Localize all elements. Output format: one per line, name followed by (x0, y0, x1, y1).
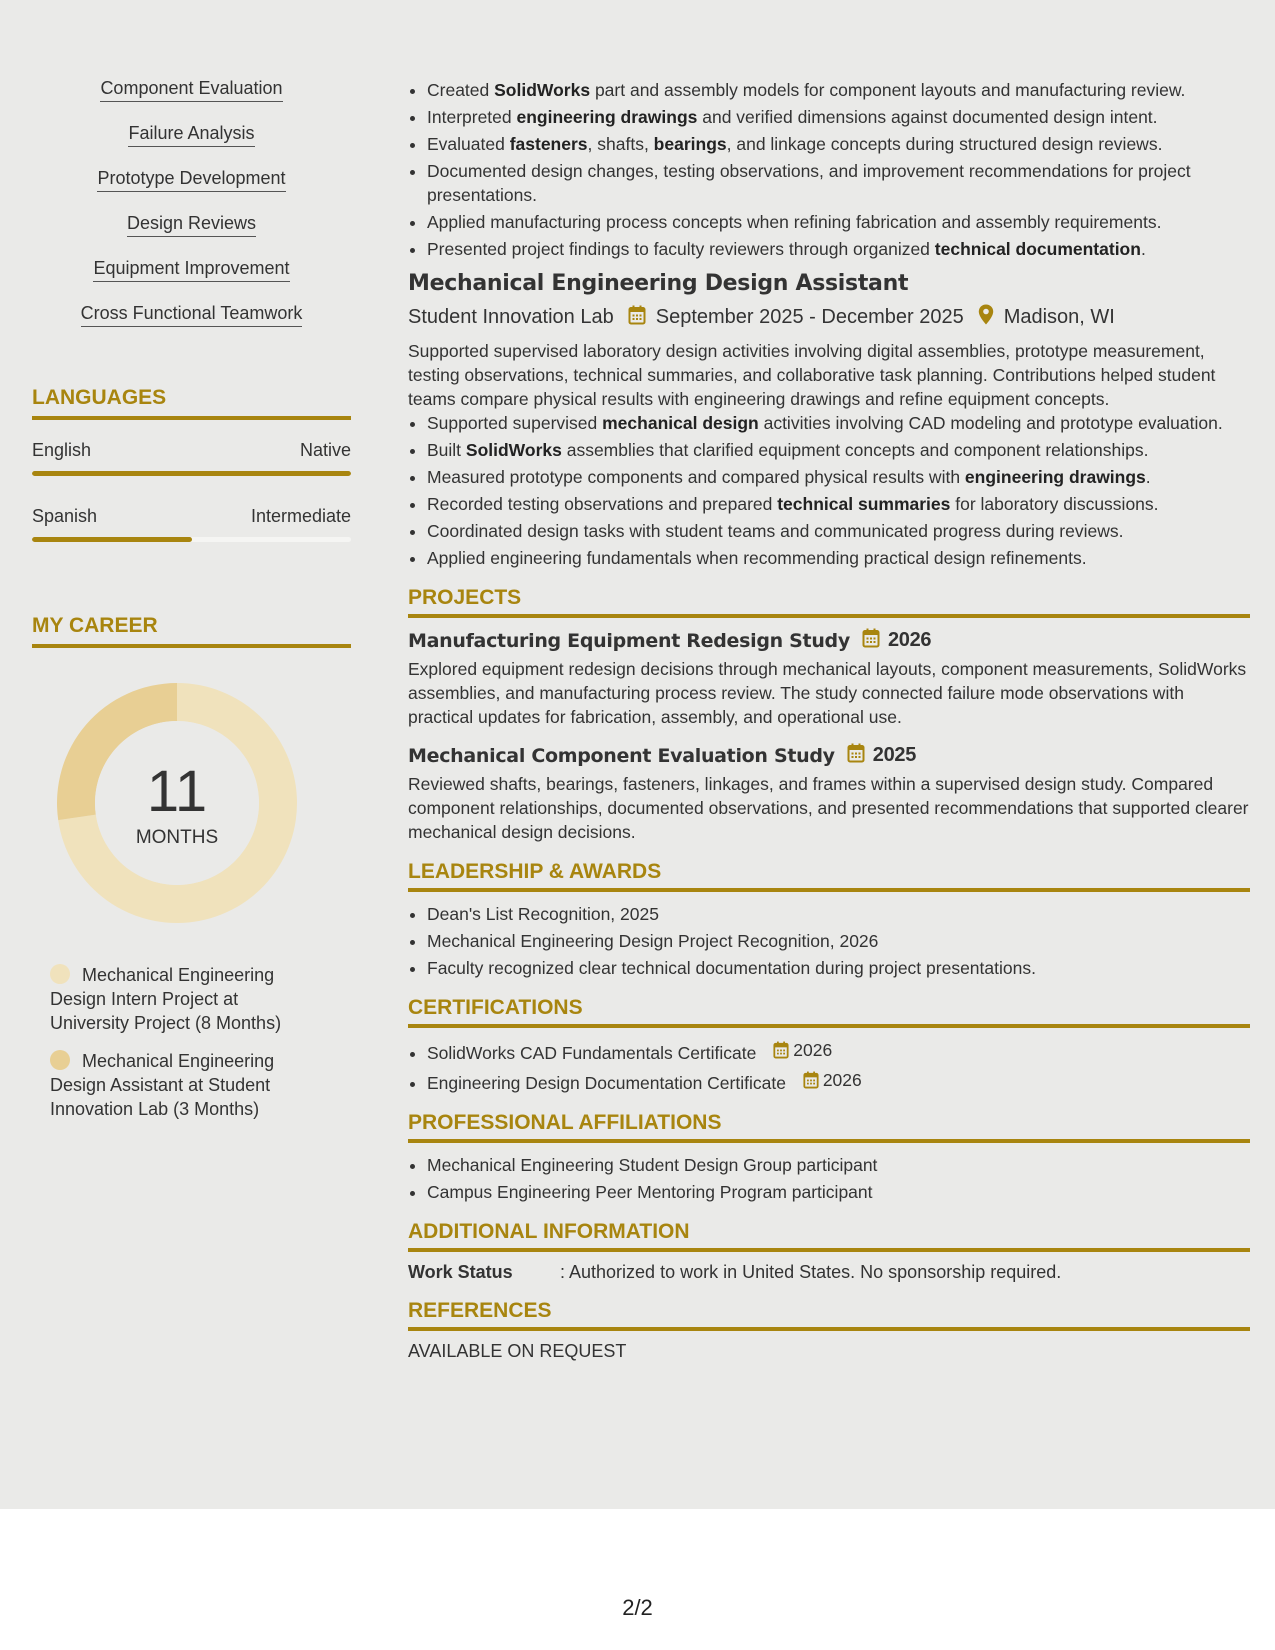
language-bar-fill (32, 537, 192, 542)
skill-item: Component Evaluation (100, 78, 282, 102)
job-title: Mechanical Engineering Design Assistant (408, 271, 909, 296)
list-item: • Evaluated fasteners, shafts, bearings, and linkage concepts during structured design reviews. (427, 132, 1250, 156)
job-meta (408, 304, 1250, 331)
skill-item: Equipment Improvement (93, 258, 289, 282)
bold-keyword: technical documentation (934, 239, 1141, 259)
language-level: Intermediate (250, 506, 351, 526)
list-item: • Built SolidWorks assemblies that clarified equipment concepts and component relationships. (427, 438, 1250, 462)
bold-keyword: technical summaries (777, 494, 951, 514)
job-location: Madison, WI (1003, 306, 1115, 328)
certifications-heading: CERTIFICATIONS (408, 996, 1250, 1028)
main-content (408, 78, 1250, 1362)
project-year: 2026 (887, 629, 932, 651)
certification-item (427, 1068, 1250, 1095)
list-item: • Measured prototype components and compared physical results with engineering drawings. (427, 465, 1250, 489)
career-unit: MONTHS (135, 827, 219, 848)
career-legend-item (50, 963, 300, 1035)
certification-year: 2026 (822, 1070, 862, 1090)
languages-heading: LANGUAGES (32, 386, 351, 420)
skills-list (32, 78, 351, 348)
career-legend-label: Mechanical Engineering Design Assistant at Student Innovation Lab (3 Months) (50, 1051, 275, 1119)
project-title-row (408, 743, 1250, 768)
career-legend-item (50, 1049, 300, 1121)
project-year: 2025 (872, 744, 917, 766)
career-donut (57, 683, 297, 923)
language-bar (32, 537, 351, 542)
references-heading: REFERENCES (408, 1299, 1250, 1331)
calendar-icon (862, 628, 880, 653)
job-dates: September 2025 - December 2025 (655, 306, 964, 328)
certification-item (427, 1038, 1250, 1065)
list-item: • Dean's List Recognition, 2025 (427, 902, 1250, 926)
bold-keyword: SolidWorks (494, 80, 591, 100)
calendar-icon (773, 1041, 789, 1059)
career-legend-label: Mechanical Engineering Design Intern Project at University Project (8 Months) (50, 965, 282, 1033)
list-item: • Presented project findings to faculty reviewers through organized technical documentation. (427, 237, 1250, 261)
list-item: • Documented design changes, testing observations, and improvement recommendations for project presentations. (427, 159, 1250, 207)
project-title-row (408, 628, 1250, 653)
language-name: English (32, 440, 92, 460)
list-item: • Recorded testing observations and prepared technical summaries for laboratory discussions. (427, 492, 1250, 516)
language-level: Native (299, 440, 351, 460)
calendar-icon (847, 743, 865, 768)
project-item (408, 628, 1250, 729)
work-status (408, 1262, 1250, 1283)
affiliations-list (408, 1153, 1250, 1204)
additional-info-heading: ADDITIONAL INFORMATION (408, 1220, 1250, 1252)
location-pin-icon (978, 304, 994, 331)
project-description: Reviewed shafts, bearings, fasteners, linkages, and frames within a supervised design study. Compared component relationships, documented observations, and presented recommendations that supported clearer mechanical design decisions. (408, 774, 1249, 842)
list-item: • Interpreted engineering drawings and verified dimensions against documented design intent. (427, 105, 1250, 129)
legend-dot (50, 1050, 70, 1070)
language-bar (32, 471, 351, 476)
work-status-label: Work Status (408, 1262, 513, 1282)
job-summary: Supported supervised laboratory design activities involving digital assemblies, prototype measurement, testing observations, technical summaries, and collaborative task planning. Contributions helped student teams compare physical results with engineering drawings and refine equipment concepts. (408, 341, 1216, 409)
certification-name: SolidWorks CAD Fundamentals Certificate (427, 1043, 757, 1063)
certifications-list (408, 1038, 1250, 1095)
project-title: Mechanical Component Evaluation Study (408, 744, 835, 767)
list-item: • Created SolidWorks part and assembly models for component layouts and manufacturing review. (427, 78, 1250, 102)
career-total: 11 (146, 759, 208, 824)
list-item: • Campus Engineering Peer Mentoring Program participant (427, 1180, 1250, 1204)
skill-item: Failure Analysis (128, 123, 254, 147)
certification-date (803, 1068, 862, 1092)
bold-keyword: bearings (653, 134, 727, 154)
project-description: Explored equipment redesign decisions through mechanical layouts, component measurements, SolidWorks assemblies, and manufacturing process review. The study connected failure mode observations with practical updates for fabrication, assembly, and operational use. (408, 659, 1247, 727)
list-item: • Supported supervised mechanical design activities involving CAD modeling and prototype evaluation. (427, 411, 1250, 435)
project-item (408, 743, 1250, 844)
list-item: • Applied engineering fundamentals when recommending practical design refinements. (427, 546, 1250, 570)
certification-year: 2026 (793, 1040, 833, 1060)
experience-bullets (408, 411, 1250, 570)
list-item: • Mechanical Engineering Student Design Group participant (427, 1153, 1250, 1177)
leadership-heading: LEADERSHIP & AWARDS (408, 860, 1250, 892)
certification-name: Engineering Design Documentation Certificate (427, 1073, 786, 1093)
work-status-value: : Authorized to work in United States. No sponsorship required. (560, 1262, 1062, 1282)
language-english (32, 440, 351, 476)
skill-item: Prototype Development (97, 168, 285, 192)
bold-keyword: mechanical design (602, 413, 759, 433)
affiliations-heading: PROFESSIONAL AFFILIATIONS (408, 1111, 1250, 1143)
legend-dot (50, 964, 70, 984)
calendar-icon (803, 1071, 819, 1089)
skill-item: Cross Functional Teamwork (81, 303, 303, 327)
list-item: • Applied manufacturing process concepts when refining fabrication and assembly requirements. (427, 210, 1250, 234)
career-heading: MY CAREER (32, 614, 351, 648)
experience-bullets (408, 78, 1250, 261)
project-title: Manufacturing Equipment Redesign Study (408, 629, 850, 652)
language-bar-fill (32, 471, 351, 476)
leadership-list (408, 902, 1250, 980)
calendar-icon (628, 305, 646, 331)
bold-keyword: SolidWorks (465, 440, 562, 460)
list-item: • Mechanical Engineering Design Project Recognition, 2026 (427, 929, 1250, 953)
references-text: AVAILABLE ON REQUEST (408, 1341, 627, 1361)
bold-keyword: fasteners (509, 134, 588, 154)
certification-date (773, 1038, 832, 1062)
list-item: • Faculty recognized clear technical documentation during project presentations. (427, 956, 1250, 980)
bold-keyword: engineering drawings (516, 107, 698, 127)
career-legend (50, 963, 300, 1121)
list-item: • Coordinated design tasks with student teams and communicated progress during reviews. (427, 519, 1250, 543)
bold-keyword: engineering drawings (964, 467, 1146, 487)
sidebar (32, 78, 351, 1135)
projects-heading: PROJECTS (408, 586, 1250, 618)
language-spanish (32, 506, 351, 542)
skill-item: Design Reviews (127, 213, 256, 237)
page-number: 2/2 (622, 1595, 653, 1620)
language-name: Spanish (32, 506, 98, 526)
job-company: Student Innovation Lab (408, 306, 614, 328)
